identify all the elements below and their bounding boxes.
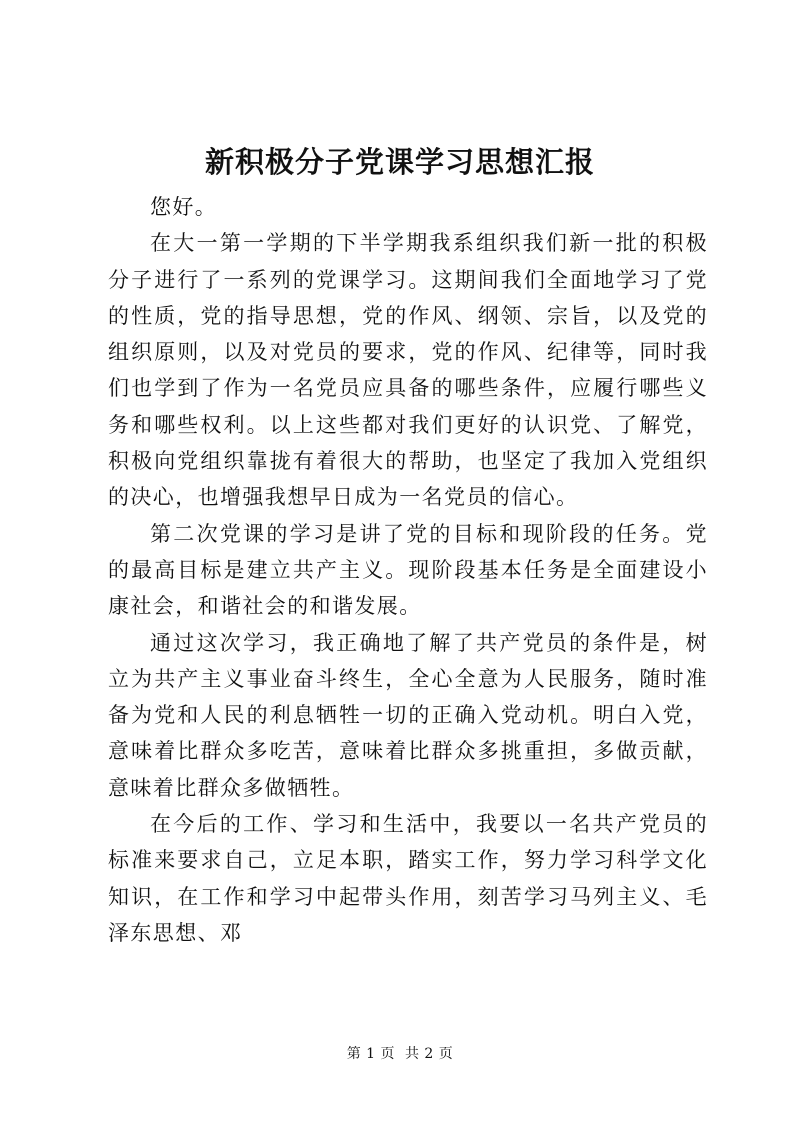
body-paragraph: 通过这次学习，我正确地了解了共产党员的条件是，树立为共产主义事业奋斗终生，全心全意为人民服务，随时准备为党和人民的利息牺牲一切的正确入党动机。明白入党，意味着比群众多吃苦，意味着比群众多挑重担，多做贡献，意味着比群众多做牺牲。 xyxy=(108,630,708,800)
document-body xyxy=(108,189,708,951)
page-footer xyxy=(0,1044,800,1064)
body-paragraph: 第二次党课的学习是讲了党的目标和现阶段的任务。党的最高目标是建立共产主义。现阶段基本任务是全面建设小康社会，和谐社会的和谐发展。 xyxy=(108,521,708,619)
body-paragraph: 在大一第一学期的下半学期我系组织我们新一批的积极分子进行了一系列的党课学习。这期间我们全面地学习了党的性质，党的指导思想，党的作风、纲领、宗旨，以及党的组织原则，以及对党员的要求，党的作风、纪律等，同时我们也学到了作为一名党员应具备的哪些条件，应履行哪些义务和哪些权利。以上这些都对我们更好的认识党、了解党，积极向党组织靠拢有着很大的帮助，也坚定了我加入党组织的决心，也增强我想早日成为一名党员的信心。 xyxy=(108,231,708,510)
page-number-label: 第 1 页 共 2 页 xyxy=(346,1046,454,1062)
document-title: 新积极分子党课学习思想汇报 xyxy=(204,145,595,179)
body-paragraph: 在今后的工作、学习和生活中，我要以一名共产党员的标准来要求自己，立足本职，踏实工作，努力学习科学文化知识，在工作和学习中起带头作用，刻苦学习马列主义、毛泽东思想、邓 xyxy=(108,812,708,945)
greeting-paragraph: 您好。 xyxy=(150,195,218,219)
